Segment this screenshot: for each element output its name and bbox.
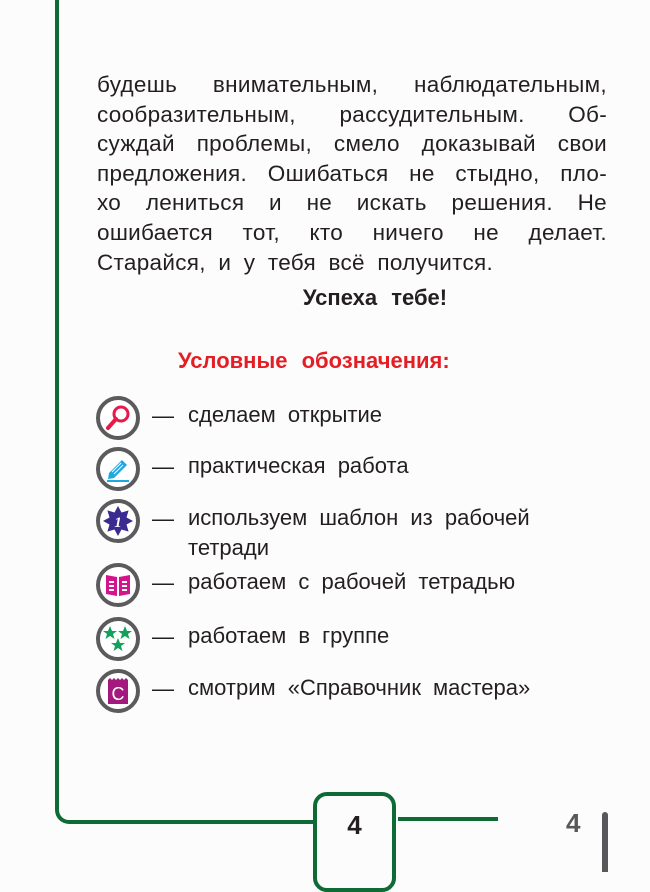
legend-item-workbook xyxy=(96,563,588,607)
word: не xyxy=(409,160,435,186)
dash: — xyxy=(152,676,174,701)
word: решения. xyxy=(451,190,553,216)
legend-text: практическая работа xyxy=(188,453,409,478)
pencil-icon xyxy=(96,447,140,491)
dash: — xyxy=(152,506,174,531)
legend-text: используем шаблон из рабочей тетради xyxy=(188,505,530,560)
group-stars-icon xyxy=(96,617,140,661)
word: внимательным, xyxy=(212,72,379,97)
paragraph-line xyxy=(97,188,607,218)
dash: — xyxy=(152,570,174,595)
legend-item-template xyxy=(96,499,588,563)
word: ничего xyxy=(372,219,444,245)
magnifier-icon xyxy=(96,396,140,440)
page-number: 4 xyxy=(347,810,362,840)
paragraph-last-line: Старайся, и у тебя всё получится. xyxy=(97,249,494,275)
word: сообразительным, xyxy=(97,101,296,127)
word: тот, xyxy=(242,219,280,245)
paragraph-line xyxy=(97,70,607,100)
word: смело xyxy=(333,131,400,157)
legend-item-group xyxy=(96,617,588,661)
legend-item-discovery xyxy=(96,396,588,440)
word: и xyxy=(269,190,282,216)
word: кто xyxy=(309,219,344,245)
outer-page-number: 4 xyxy=(566,808,581,838)
svg-text:C: C xyxy=(111,684,125,704)
template-star-icon xyxy=(96,499,140,543)
legend-text: работаем в группе xyxy=(188,623,390,648)
word: ошибается xyxy=(97,219,213,245)
word: пло- xyxy=(560,160,607,186)
workbook-icon xyxy=(96,563,140,607)
paragraph-line xyxy=(97,100,607,130)
word: Об- xyxy=(568,101,607,127)
legend-text: работаем с рабочей тетрадью xyxy=(188,569,516,594)
legend-title: Условные обозначения: xyxy=(178,348,450,373)
paragraph-line xyxy=(97,129,607,159)
word: Ошибаться xyxy=(267,160,389,186)
word: проблемы, xyxy=(196,131,313,157)
reference-book-icon xyxy=(96,669,140,713)
word: искать xyxy=(356,190,427,216)
word: предложения. xyxy=(97,160,248,186)
word: свои xyxy=(557,131,607,157)
dash: — xyxy=(152,624,174,649)
dash: — xyxy=(152,454,174,479)
word: делает. xyxy=(528,219,607,245)
word: наблюдательным, xyxy=(414,72,607,97)
frame-divider xyxy=(398,817,498,821)
word: стыдно, xyxy=(455,160,540,186)
legend-text: сделаем открытие xyxy=(188,402,382,427)
paragraph-line xyxy=(97,159,607,189)
word: будешь xyxy=(97,72,178,97)
word: доказывай xyxy=(421,131,536,157)
word: хо xyxy=(97,190,122,216)
word: суждай xyxy=(97,131,175,157)
page-number-box xyxy=(313,792,396,892)
word: рассудительным. xyxy=(339,101,525,127)
legend-item-practical xyxy=(96,447,588,491)
word: не xyxy=(306,190,333,216)
intro-paragraph xyxy=(97,70,607,277)
closing-wish: Успеха тебе! xyxy=(302,285,448,310)
svg-text:1: 1 xyxy=(114,515,122,531)
word: лениться xyxy=(145,190,245,216)
paragraph-line xyxy=(97,248,607,278)
paragraph-line xyxy=(97,218,607,248)
dash: — xyxy=(152,403,174,428)
word: Не xyxy=(577,190,607,216)
word: не xyxy=(473,219,499,245)
page-edge-bar xyxy=(602,812,608,872)
legend-item-reference xyxy=(96,669,588,713)
legend-text: смотрим «Справочник мастера» xyxy=(188,675,531,700)
